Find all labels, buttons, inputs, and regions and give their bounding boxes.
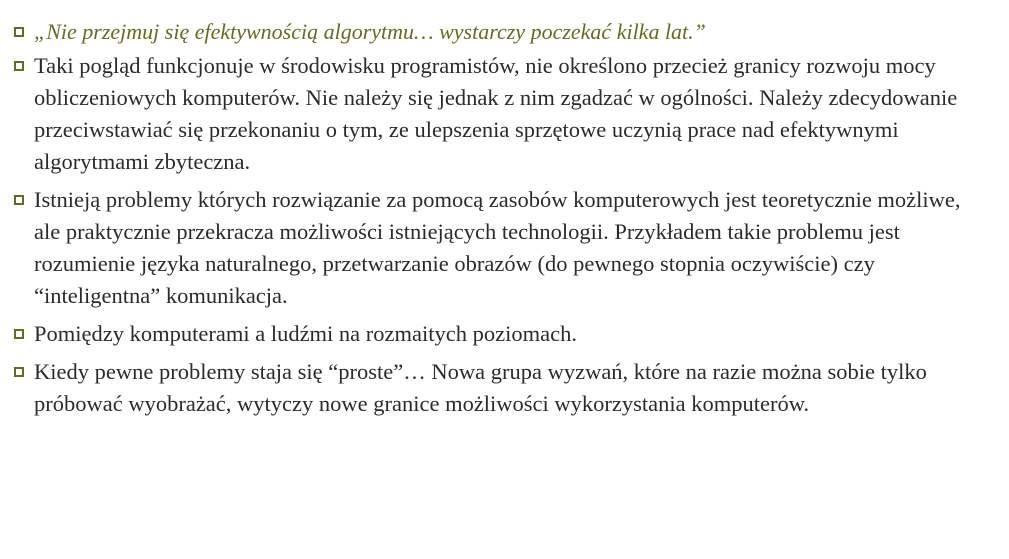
square-bullet-icon [14,27,24,37]
square-bullet-icon [14,329,24,339]
bullet-text: Pomiędzy komputerami a ludźmi na rozmaitych poziomach. [34,321,577,346]
bullet-text: Taki pogląd funkcjonuje w środowisku programistów, nie określono przecież granicy rozwoju mocy obliczeniowych komputerów. Nie należy się jednak z nim zgadzać w ogólności. Należy zdecydowanie przeciwstawiać się przekonaniu o tym, ze ulepszenia sprzętowe uczynią prace nad efektywnymi algorytmami zbyteczna. [34,53,958,174]
bullet-point [14,50,989,178]
bullet-text: Kiedy pewne problemy staja się “proste”… Nowa grupa wyzwań, które na razie można sobie tylko próbować wyobrażać, wytyczy nowe granice możliwości wykorzystania komputerów. [34,359,927,416]
bullet-text: „Nie przejmuj się efektywnością algorytmu… wystarczy poczekać kilka lat.” [34,19,706,44]
square-bullet-icon [14,61,24,71]
bullet-quote [14,16,989,48]
bullet-text: Istnieją problemy których rozwiązanie za pomocą zasobów komputerowych jest teoretycznie możliwe, ale praktycznie przekracza możliwości istniejących technologii. Przykładem takie problemu jest rozumienie języka naturalnego, przetwarzanie obrazów (do pewnego stopnia oczywiście) czy “inteligentna” komunikacja. [34,187,961,308]
square-bullet-icon [14,367,24,377]
bullet-point [14,318,989,350]
square-bullet-icon [14,195,24,205]
bullet-point [14,356,989,420]
bullet-point [14,184,989,312]
